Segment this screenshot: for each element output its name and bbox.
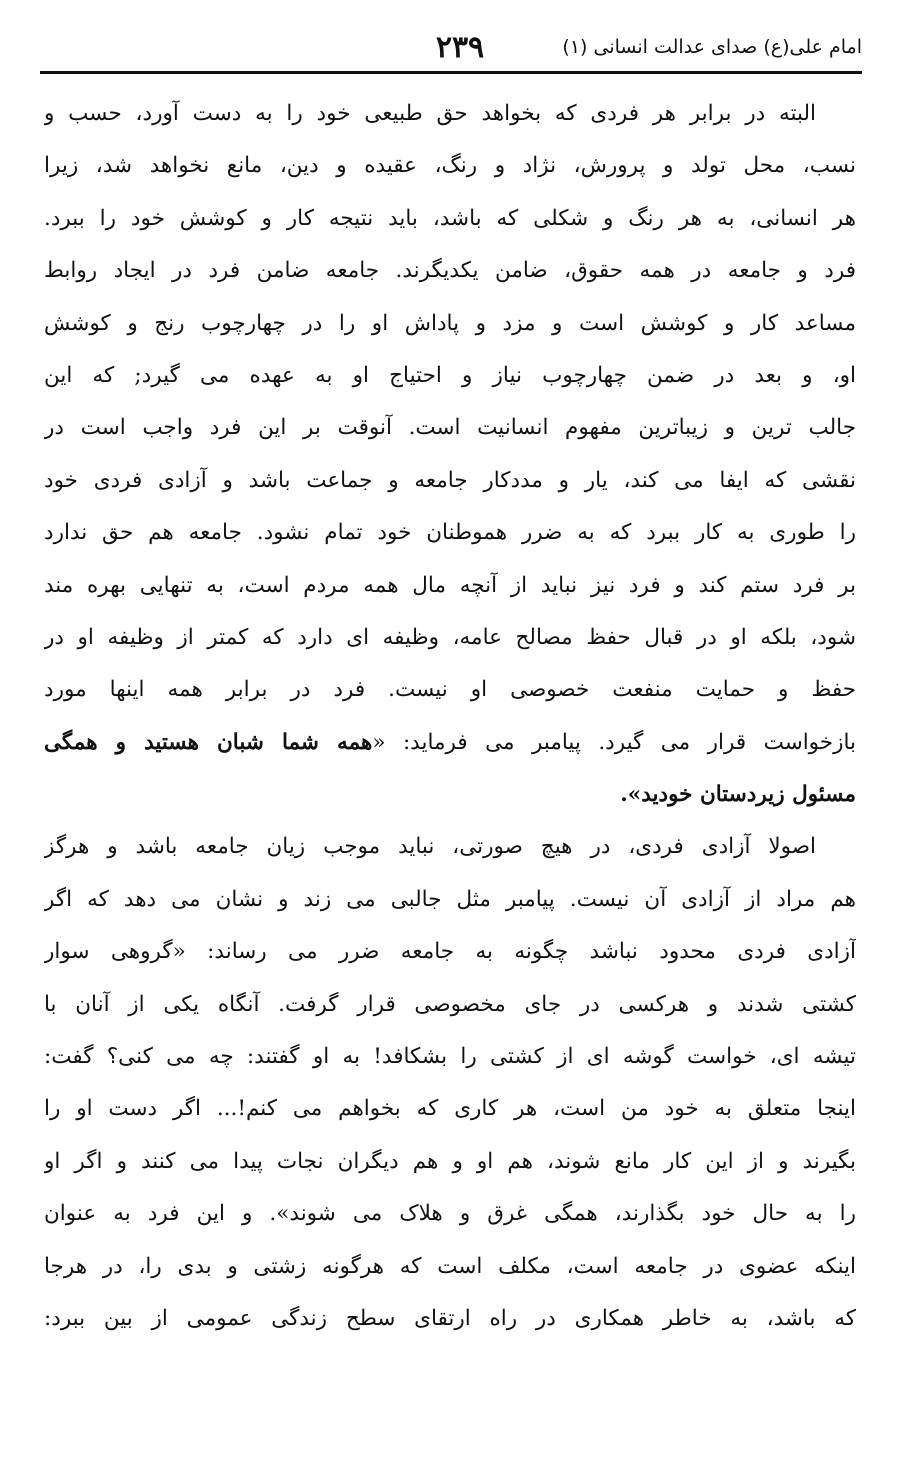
paragraph-line: اینکه عضوی در جامعه است، مکلف است که هرگونه زشتی و بدی را، در هرجا [44,1253,856,1279]
paragraph-line: هم مراد از آزادی آن نیست. پیامبر مثل جالبی می زند و نشان می دهد که اگر [44,886,856,912]
paragraph-line: شود، بلکه او در قبال حفظ مصالح عامه، وظیفه ای دارد که کمتر از وظیفه او در [44,624,856,650]
paragraph-line: بگیرند و از این کار مانع شوند، هم او و هم دیگران نجات پیدا می کنند و اگر او [44,1148,856,1174]
paragraph-line: بر فرد ستم کند و فرد نیز نباید از آنچه مال همه مردم است، به تنهایی بهره مند [44,572,856,598]
paragraph-line: اینجا متعلق به خود من است، هر کاری که بخواهم می کنم!... اگر دست او را [44,1096,856,1122]
paragraph-line: او، و بعد در ضمن چهارچوب نیاز و احتیاج او به عهده می گیرد; که این [44,362,856,388]
paragraph-line [44,769,856,821]
paragraph-line: مساعد کار و کوشش است و مزد و پاداش او را در چهارچوب رنج و کوشش [44,310,856,336]
paragraph-line: را به حال خود بگذارند، همگی غرق و هلاک می شوند». و این فرد به عنوان [44,1201,856,1227]
paragraph-line: را طوری به کار ببرد که به ضرر هموطنان خود تمام نشود. جامعه هم حق ندارد [44,520,856,546]
paragraph-line: البته در برابر هر فردی که بخواهد حق طبیعی خود را به دست آورد، حسب و [44,101,816,126]
paragraph-line: نسب، محل تولد و پرورش، نژاد و رنگ، عقیده و دین، مانع نخواهد شد، زیرا [44,153,856,179]
paragraph-line: که باشد، به خاطر همکاری در راه ارتقای سطح زندگی عمومی از بین ببرد: [44,1305,856,1331]
paragraph-line: هر انسانی، به هر رنگ و شکلی که باشد، باید نتیجه کار و کوشش خود را ببرد. [44,205,856,231]
paragraph-line: فرد و جامعه در همه حقوق، ضامن یکدیگرند. جامعه ضامن فرد در ایجاد روابط [44,258,856,284]
running-header [40,30,862,70]
paragraph-line: اصولا آزادی فردی، در هیچ صورتی، نباید موجب زیان جامعه باشد و هرگز [44,834,816,860]
paragraph-line: نقشی که ایفا می کند، یار و مددکار جامعه و جماعت باشد و آزادی فردی خود [44,467,856,493]
paragraph-line: آزادی فردی محدود نباشد چگونه به جامعه ضرر می رساند: «گروهی سوار [44,939,856,965]
paragraph-line [44,717,856,769]
page-number: ۲۳۹ [435,30,485,65]
book-title: امام علی(ع) صدای عدالت انسانی (۱) [562,36,862,58]
paragraph-line: کشتی شدند و هرکسی در جای مخصوصی قرار گرفت. آنگاه یکی از آنان با [44,991,856,1017]
paragraph-line: تیشه ای، خواست گوشه ای از کشتی را بشکافد! به او گفتند: چه می کنی؟ گفت: [44,1044,856,1070]
paragraph-line: حفظ و حمایت منفعت خصوصی او نیست. فرد در برابر همه اینها مورد [44,677,856,703]
header-divider [40,71,862,74]
paragraph-text: بازخواست قرار می گیرد. پیامبر می فرماید: « [372,729,856,755]
quoted-hadith-end: مسئول زیردستان خودید». [620,782,856,808]
body-text [44,88,856,1345]
quoted-hadith: همه شما شبان هستید و همگی [44,729,373,755]
paragraph-line: جالب ترین و زیباترین مفهوم انسانیت است. آنوقت بر این فرد واجب است در [44,415,856,441]
